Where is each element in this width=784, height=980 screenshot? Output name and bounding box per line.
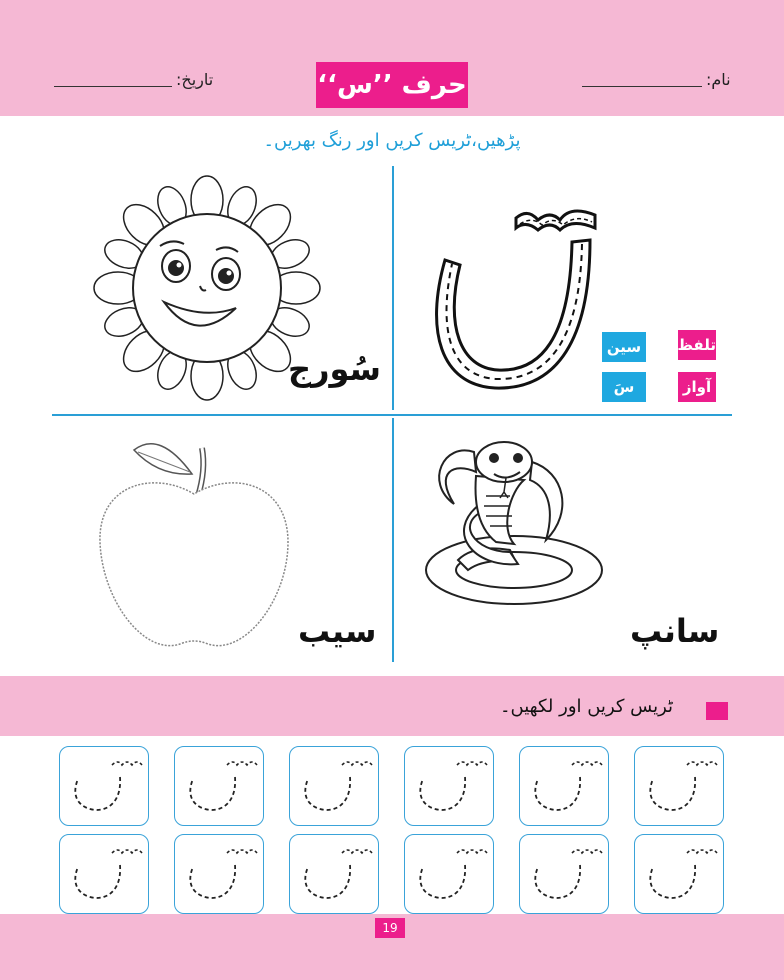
- name-line[interactable]: [582, 86, 702, 87]
- letter-seen-trace-icon: [520, 747, 608, 825]
- letter-seen-trace-icon: [635, 747, 723, 825]
- apple-icon: [94, 430, 294, 662]
- letter-seen-trace-icon: [635, 835, 723, 913]
- letter-seen-trace-icon: [60, 835, 148, 913]
- letter-seen-trace-icon: [290, 747, 378, 825]
- apple-caption: سیب: [298, 612, 377, 650]
- letter-seen-trace-icon: [405, 835, 493, 913]
- trace-box[interactable]: [519, 746, 609, 826]
- trace-box[interactable]: [289, 746, 379, 826]
- vertical-divider-top: [392, 166, 394, 410]
- letter-seen-trace-icon: [60, 747, 148, 825]
- letter-seen-trace-icon: [175, 835, 263, 913]
- date-line[interactable]: [54, 86, 172, 87]
- letter-seen-trace-icon: [175, 747, 263, 825]
- sun-icon: [96, 178, 318, 398]
- instruction-text: پڑھیں،ٹریس کریں اور رنگ بھریں۔: [263, 130, 521, 151]
- sun-caption: سُورج: [288, 350, 382, 388]
- trace-box[interactable]: [634, 834, 724, 914]
- trace-box[interactable]: [289, 834, 379, 914]
- page-number: 19: [375, 918, 405, 938]
- letter-seen-trace-icon: [520, 835, 608, 913]
- vertical-divider-bottom: [392, 418, 394, 662]
- pronunciation-value: سین: [602, 332, 646, 362]
- sound-label: آواز: [678, 372, 716, 402]
- name-label: نام:: [706, 70, 731, 89]
- trace-box[interactable]: [404, 746, 494, 826]
- practice-heading: ٹریس کریں اور لکھیں۔: [500, 696, 674, 717]
- horizontal-divider: [52, 414, 732, 416]
- trace-box[interactable]: [404, 834, 494, 914]
- trace-box[interactable]: [634, 746, 724, 826]
- pronunciation-label: تلفظ: [678, 330, 716, 360]
- trace-box[interactable]: [174, 834, 264, 914]
- trace-box[interactable]: [174, 746, 264, 826]
- letter-seen-trace-icon: [420, 200, 620, 400]
- letter-seen-trace-icon: [405, 747, 493, 825]
- trace-box[interactable]: [59, 834, 149, 914]
- trace-box[interactable]: [519, 834, 609, 914]
- snake-icon: [414, 432, 614, 608]
- trace-box[interactable]: [59, 746, 149, 826]
- page-title: حرف ’’س‘‘: [316, 62, 468, 108]
- date-label: تاریخ:: [176, 70, 214, 89]
- snake-caption: سانپ: [630, 612, 720, 650]
- sound-value: سَ: [602, 372, 646, 402]
- letter-seen-trace-icon: [290, 835, 378, 913]
- bullet-square: [706, 702, 728, 720]
